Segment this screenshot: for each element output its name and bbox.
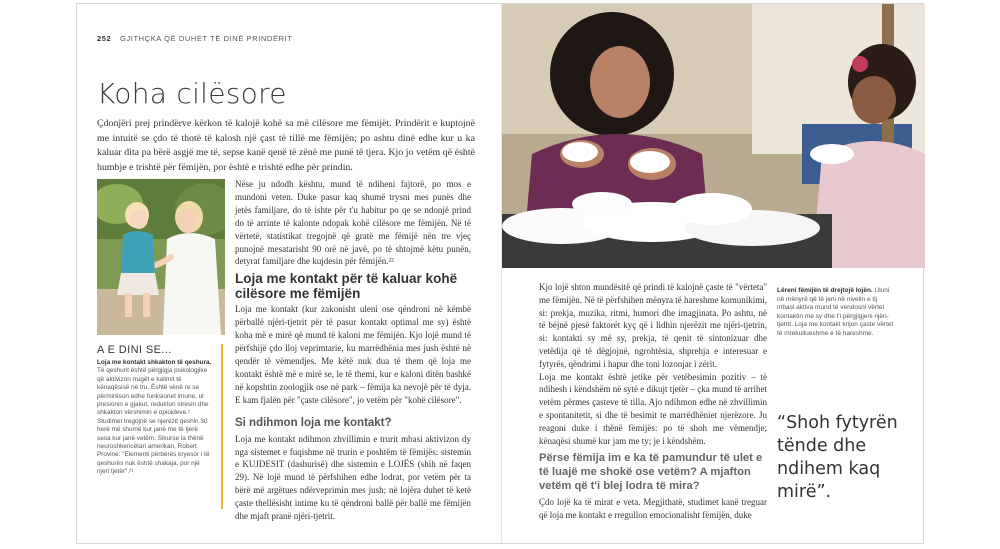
running-header: [97, 34, 292, 43]
chapter-title: Koha cilësore: [97, 77, 287, 110]
photo-caption: [777, 287, 895, 339]
photo-foam-play: [502, 4, 925, 268]
book-spread: [76, 3, 924, 544]
left-page-text-column: [235, 178, 471, 523]
subheading: Si ndihmon loja me kontakt?: [235, 416, 392, 429]
sidebar-did-you-know: [97, 344, 223, 509]
sidebar-body: Të qeshurit është përgjigja psikologjike që aktivizon rrugët e kalimit të kënaqësisë në tru. Është vënë re se përmirëson edhe funksionet imune, ul presionin e gjakut, redukton stresin dhe shkakton vërshimin e opioideve.¹ Studimet tregojnë se njerëzit qeshin 30 herë më shumë kur janë me të tjerë sesa kur janë vetëm. Sikurse la thënë neuroshkencëtari amerikan, Robert Provine: "Elementi përbërës kryesor i të qeshurës nuk është shakaja, por një njeri tjetër".²¹: [97, 367, 210, 476]
body-paragraph-2: Loja me kontakt (kur zakonisht uleni ose qëndroni në këmbë përballë njëri-tjetrit për të pasur kontakt optimal me sy) është koha më e mirë që mund të kaloni me fëmijën. Kjo lojë mund të përfshijë çdo lloj veprimtarie, ku marrëdhënia mes jush është në qendër të vëmendjes. Me këtë nuk dua të them që loja me kontakt është më e mirë se, le të themi, kur e kaloni ditën bashkë në kopshtin zoologjik ose në park – fëmija ka nevojë për të dyja. E kam fjalën për "çaste cilësore", jo vetëm për "kohë cilësore".: [235, 304, 471, 405]
photo-mother-toddler-illustration: [97, 179, 225, 335]
body-paragraph-4: Kjo lojë shton mundësitë që prindi të kalojnë çaste të "vërteta" me fëmijën. Në të përfshihen mënyra të hareshme komunikimi, si: prekja, muzika, ritmi, humori dhe imagjinata. Po ashtu, në të bëjnë pjesë faktorët kyç që i lidhin njerëzit me njëri-tjetrin, si: kontakti sy më sy, prekja, të qenit të sintonizuar dhe vetëdija që të dëgjojnë, ngrohtësia, shprehja e interesuar e fytyrës, qëndrimi i hapur dhe toni lozonjar i zërit.: [539, 282, 767, 369]
photo-foam-play-illustration: [502, 4, 925, 268]
body-paragraph-1: Nëse ju ndodh kështu, mund të ndiheni fajtorë, po mos e mundoni veten. Duke pasur kaq shumë trysni mes punës dhe jetës familjare, do të ishte për t'u habitur po qe se ndonjë prind do të arrinte të kalonte ndopak kohë cilësore me fëmijën. Në të vërtetë, statistikat tregojnë që gratë me fëmijë nën tre vjeç punojnë mesatarisht 90 orë në javë, po të shtojmë këtu punën, detyrat familjare dhe kujdesin për fëmijën.²²: [235, 179, 471, 267]
caption-title: Lëreni fëmijën të drejtojë lojën.: [777, 287, 873, 294]
question-subheading: Përse fëmija im e ka të pamundur të ulet e të luajë me shokë ose vetëm? A mjafton vetëm që t'i blej lodra të mira?: [539, 452, 763, 492]
right-page-text-column: [539, 281, 767, 522]
body-paragraph-5: Loja me kontakt është jetike për vetëbesimin pozitiv – të ndihesh i këndshëm në sytë e dikujt tjetër – çka mund të arrihet vetëm përmes çasteve të tilla. Ajo ndihmon edhe në zhvillimin e spontanitetit, si dhe të besimit te marrëdhëniet njerëzore. Ju reagoni duke i thënë fëmijës: po të shoh me vëmendje; kënaqësi shumë kur jam me ty; je i këndshëm.: [539, 371, 767, 446]
section-heading: Loja me kontakt për të kaluar kohë cilësore me fëmijën: [235, 271, 458, 302]
pull-quote: “Shoh fytyrën tënde dhe ndihem kaq mirë”.: [777, 413, 898, 502]
photo-mother-toddler: [97, 179, 225, 335]
page-number: 252: [97, 34, 112, 43]
body-paragraph-3: Loja me kontakt ndihmon zhvillimin e trurit mbasi aktivizon dy nga sistemet e fuqishme në trurin e poshtëm të fëmijës: sistemin e KUJDESIT (dashurisë) dhe sistemin e LOJËS (shih në faqen 29). Në lojë mund të përfshihen edhe lodrat, por vetëm për ta bërë më argëtues ndërveprimin mes jush; në lojëra duhet të ketë çaste thellësisht intime ku të qëndroni ballë për ballë me fëmijën dhe mjaft pranë njëri-tjetrit.: [235, 433, 471, 522]
caption-body: Uluni në mënyrë që të jeni në nivelin e tij mbasi aktiva mund të vendosni vërtet kontaktin me sy dhe t'i përgjigjeni njëri-tjetrit. Loja me kontakt krijon çaste vërtet të mrekullueshme e të hareshme.: [777, 287, 894, 337]
running-title: GJITHÇKA QË DUHET TË DINË PRINDËRIT: [120, 34, 293, 43]
sidebar-title: A E DINI SE...: [97, 344, 172, 356]
body-paragraph-6: Çdo lojë ka të mirat e veta. Megjithatë, studimet kanë treguar që loja me kontakt e rregullon emocionalisht fëmijën, duke: [539, 497, 767, 520]
sidebar-lead: Loja me kontakt shkakton të qeshura.: [97, 359, 212, 366]
intro-paragraph: Çdonjëri prej prindërve kërkon të kalojë kohë sa më cilësore me fëmijët. Prindërit e kuptojnë me intuitë se çdo të thotë të kalosh një çast të tillë me fëmijën; po ashtu dinë edhe kur u ka kaluar dita pa bërë asgjë me të, sepse kanë qenë të zënë me punë të tjera. Kjo jo vetëm që është humbje e trishtë për fëmijën, por është e trishtë edhe për prindin.: [97, 118, 475, 173]
